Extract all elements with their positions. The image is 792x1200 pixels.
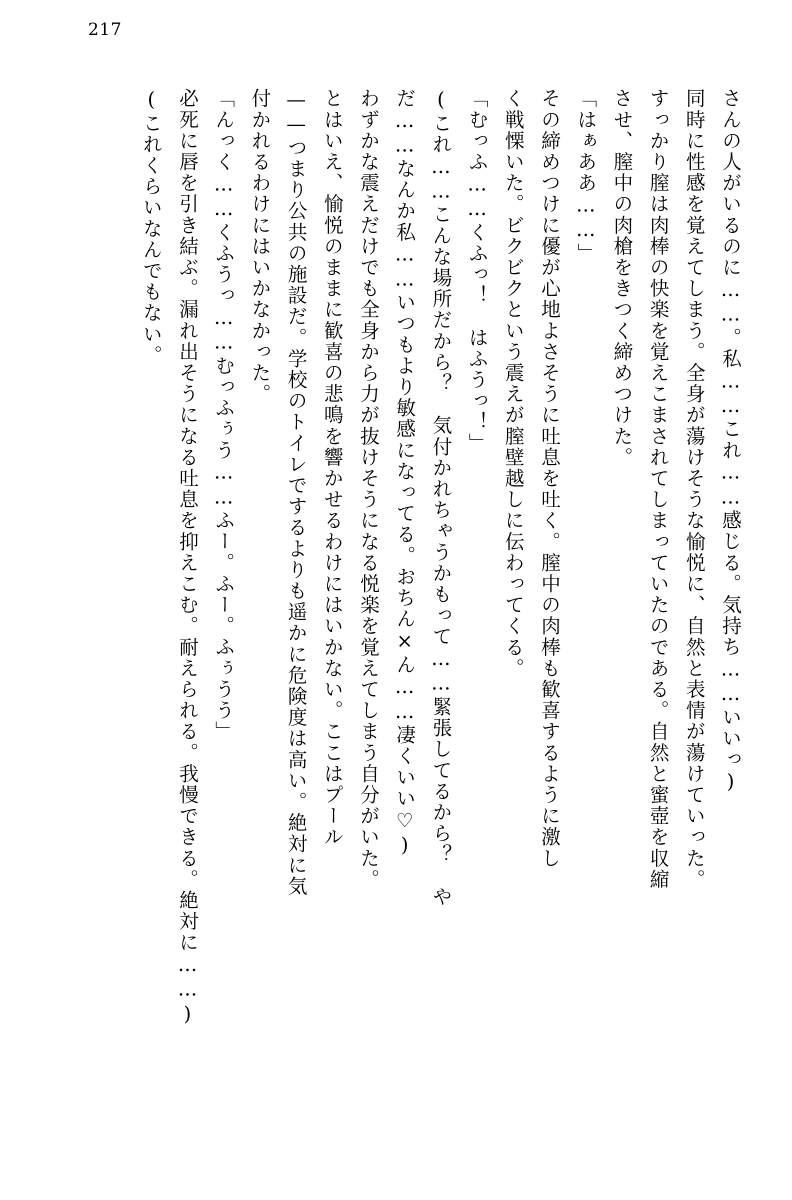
- paragraph: 「んっく……くふうっ……むっふぅう……ふー。ふー。ふぅうう」: [212, 88, 236, 742]
- paragraph: く戦慄いた。ビクビクという震えが膣壁越しに伝わってくる。: [501, 88, 525, 679]
- paragraph: (これくらいなんでもない。: [139, 88, 163, 366]
- paragraph: だ……なんか私……いつもより敏感になってる。おちん×ん……凄くいい♡): [393, 88, 417, 858]
- page-body-text: [48, 88, 748, 1158]
- paragraph: すっかり膣は肉棒の快楽を覚えこまされてしまっていたのである。自然と蜜壺を収縮: [646, 88, 670, 890]
- paragraph: 「はぁああ……」: [574, 88, 598, 264]
- paragraph: 「むっふ……くふっ！ はふうっ！」: [465, 88, 489, 454]
- paragraph: わずかな震えだけでも全身から力が抜けそうになる悦楽を覚えてしまう自分がいた。: [356, 88, 380, 890]
- page-number: 217: [88, 20, 122, 40]
- paragraph: 付かれるわけにはいかなかった。: [248, 88, 272, 405]
- paragraph: さんの人がいるのに……。私……これ……感じる。気持ち……いいっ): [719, 88, 742, 795]
- paragraph: (これ……こんな場所だから？ 気付かれちゃうかもって……緊張してるから？ や: [429, 88, 453, 908]
- paragraph: ——つまり公共の施設だ。学校のトイレでするよりも遥かに危険度は高い。絶対に気: [284, 88, 308, 897]
- paragraph: とはいえ、愉悦のままに歓喜の悲鳴を響かせるわけにはいかない。ここはプール: [320, 88, 344, 848]
- paragraph: させ、膣中の肉槍をきつく締めつけた。: [610, 88, 634, 468]
- paragraph: 必死に唇を引き結ぶ。漏れ出そうになる吐息を抑えこむ。耐えられる。我慢できる。絶対に……): [175, 88, 199, 1027]
- paragraph: 同時に性感を覚えてしまう。全身が蕩けそうな愉悦に、自然と表情が蕩けていった。: [682, 88, 706, 890]
- paragraph: その締めつけに優が心地よさそうに吐息を吐く。膣中の肉棒も歓喜するように激し: [537, 88, 561, 869]
